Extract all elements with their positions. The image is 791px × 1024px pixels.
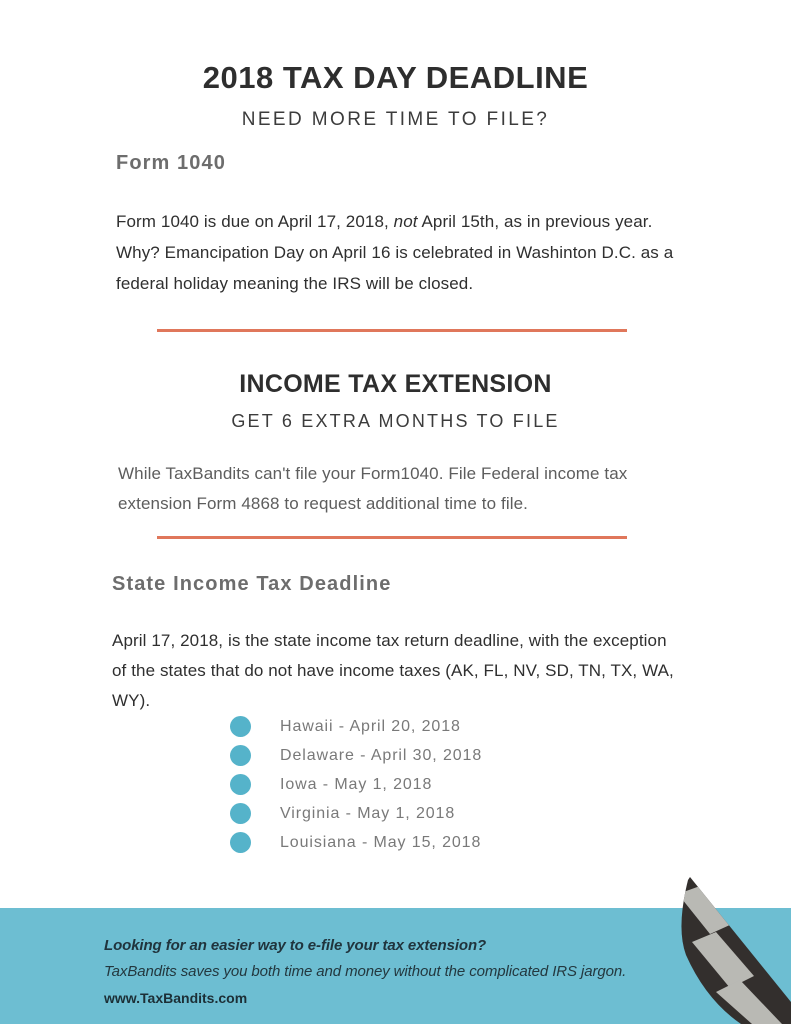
state-deadline-list bbox=[230, 712, 482, 857]
form-1040-body-part-1: Form 1040 is due on April 17, 2018, bbox=[116, 212, 394, 231]
form-1040-body-part-2: April 15th, as in previous year. Why? Emancipation Day on April 16 is celebrated in Washinton D.C. as a federal holiday meaning the IRS will be closed. bbox=[116, 212, 674, 293]
list-item-label: Iowa - May 1, 2018 bbox=[280, 775, 433, 793]
bullet-circle-icon bbox=[230, 774, 251, 795]
list-item-label: Hawaii - April 20, 2018 bbox=[280, 717, 461, 735]
section-income-tax-extension bbox=[0, 368, 791, 519]
footer-website-link[interactable]: www.TaxBandits.com bbox=[104, 990, 248, 1006]
section-state-deadline bbox=[112, 571, 682, 716]
list-item-label: Delaware - April 30, 2018 bbox=[280, 746, 483, 764]
footer-tagline: Looking for an easier way to e-file your tax extension? bbox=[104, 937, 487, 954]
list-item bbox=[230, 770, 482, 799]
list-item-label: Louisiana - May 15, 2018 bbox=[280, 833, 482, 851]
section-form-1040 bbox=[116, 150, 676, 299]
list-item-label: Virginia - May 1, 2018 bbox=[280, 804, 456, 822]
state-deadline-heading: State Income Tax Deadline bbox=[112, 573, 392, 595]
extension-subtitle: GET 6 EXTRA MONTHS TO FILE bbox=[231, 411, 560, 431]
extension-title: INCOME TAX EXTENSION bbox=[239, 370, 552, 398]
footer-band bbox=[0, 908, 791, 1024]
page-subtitle: NEED MORE TIME TO FILE? bbox=[241, 109, 550, 130]
list-item bbox=[230, 712, 482, 741]
footer-text-block bbox=[104, 934, 704, 1009]
list-item bbox=[230, 799, 482, 828]
header bbox=[0, 58, 791, 132]
list-item bbox=[230, 828, 482, 857]
form-1040-body-emphasis: not bbox=[393, 212, 418, 231]
state-deadline-body: April 17, 2018, is the state income tax return deadline, with the exception of the states that do not have income taxes (AK, FL, NV, SD, TN, TX, WA, WY). bbox=[112, 631, 674, 710]
footer-description: TaxBandits saves you both time and money without the complicated IRS jargon. bbox=[104, 963, 627, 980]
divider-top bbox=[157, 329, 627, 332]
bullet-circle-icon bbox=[230, 832, 251, 853]
page-title: 2018 TAX DAY DEADLINE bbox=[202, 60, 589, 95]
form-1040-heading: Form 1040 bbox=[116, 152, 226, 174]
bullet-circle-icon bbox=[230, 803, 251, 824]
divider-bottom bbox=[157, 536, 627, 539]
extension-body: While TaxBandits can't file your Form1040. File Federal income tax extension Form 4868 to request additional time to file. bbox=[118, 464, 628, 513]
list-item bbox=[230, 741, 482, 770]
bullet-circle-icon bbox=[230, 745, 251, 766]
bullet-circle-icon bbox=[230, 716, 251, 737]
form-1040-body bbox=[116, 206, 676, 299]
